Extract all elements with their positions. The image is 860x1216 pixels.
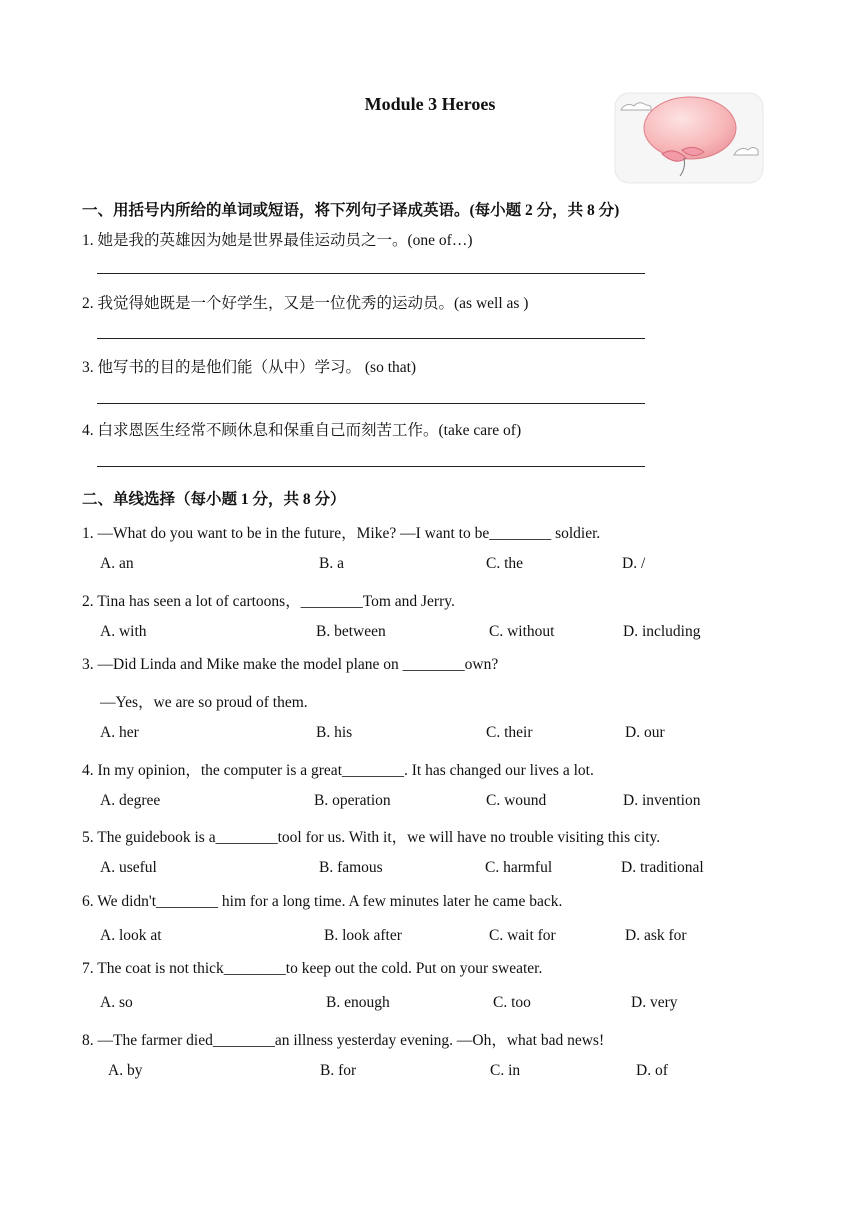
option-c[interactable]: C. in <box>490 1062 521 1079</box>
question-stem: 7. The coat is not thick________to keep out the cold. Put on your sweater. <box>82 960 543 977</box>
question-stem: 8. —The farmer died________an illness yesterday evening. —Oh，what bad news! <box>82 1032 605 1049</box>
page-title: Module 3 Heroes <box>364 94 496 114</box>
option-a[interactable]: A. by <box>108 1062 143 1079</box>
option-b[interactable]: B. look after <box>324 927 402 944</box>
option-b[interactable]: B. for <box>320 1062 357 1079</box>
answer-line[interactable] <box>97 338 645 339</box>
answer-line[interactable] <box>97 466 645 467</box>
answer-line[interactable] <box>97 403 645 404</box>
option-a[interactable]: A. look at <box>100 927 162 944</box>
option-a[interactable]: A. with <box>100 623 147 640</box>
option-c[interactable]: C. wound <box>486 792 547 809</box>
option-d[interactable]: D. traditional <box>621 859 704 876</box>
option-c[interactable]: C. the <box>486 555 524 572</box>
option-d[interactable]: D. very <box>631 994 678 1011</box>
translation-item: 1. 她是我的英雄因为她是世界最佳运动员之一。(one of…) <box>82 232 473 249</box>
option-b[interactable]: B. enough <box>326 994 390 1011</box>
option-d[interactable]: D. / <box>622 555 646 572</box>
option-c[interactable]: C. their <box>486 724 533 741</box>
answer-line[interactable] <box>97 273 645 274</box>
translation-item: 3. 他写书的目的是他们能（从中）学习。 (so that) <box>82 359 417 376</box>
option-d[interactable]: D. of <box>636 1062 668 1079</box>
question-stem: 3. —Did Linda and Mike make the model plane on ________own? <box>82 656 499 673</box>
option-d[interactable]: D. our <box>625 724 665 741</box>
question-stem: 6. We didn't________ him for a long time. A few minutes later he came back. <box>82 893 563 910</box>
option-a[interactable]: A. useful <box>100 859 157 876</box>
option-b[interactable]: B. a <box>319 555 344 572</box>
option-a[interactable]: A. so <box>100 994 133 1011</box>
section-1-heading: 一、用括号内所给的单词或短语，将下列句子译成英语。(每小题 2 分，共 8 分) <box>82 202 620 219</box>
question-stem-reply: —Yes，we are so proud of them. <box>100 694 308 711</box>
option-d[interactable]: D. including <box>623 623 701 640</box>
option-b[interactable]: B. famous <box>319 859 383 876</box>
option-a[interactable]: A. degree <box>100 792 161 809</box>
option-a[interactable]: A. an <box>100 555 134 572</box>
option-b[interactable]: B. between <box>316 623 386 640</box>
question-stem: 1. —What do you want to be in the future，Mike? —I want to be________ soldier. <box>82 525 601 542</box>
translation-item: 2. 我觉得她既是一个好学生，又是一位优秀的运动员。(as well as ) <box>82 295 529 312</box>
option-c[interactable]: C. harmful <box>485 859 553 876</box>
option-c[interactable]: C. without <box>489 623 555 640</box>
balloon-logo-image <box>614 92 764 184</box>
question-stem: 2. Tina has seen a lot of cartoons，________Tom and Jerry. <box>82 593 455 610</box>
question-stem: 5. The guidebook is a________tool for us. With it，we will have no trouble visiting this city. <box>82 829 661 846</box>
option-d[interactable]: D. invention <box>623 792 701 809</box>
option-b[interactable]: B. operation <box>314 792 391 809</box>
option-c[interactable]: C. wait for <box>489 927 556 944</box>
translation-item: 4. 白求恩医生经常不顾休息和保重自己而刻苦工作。(take care of) <box>82 422 522 439</box>
option-c[interactable]: C. too <box>493 994 531 1011</box>
section-2-heading: 二、单线选择（每小题 1 分，共 8 分） <box>82 491 346 508</box>
option-b[interactable]: B. his <box>316 724 353 741</box>
option-d[interactable]: D. ask for <box>625 927 687 944</box>
question-stem: 4. In my opinion，the computer is a great________. It has changed our lives a lot. <box>82 762 594 779</box>
option-a[interactable]: A. her <box>100 724 139 741</box>
